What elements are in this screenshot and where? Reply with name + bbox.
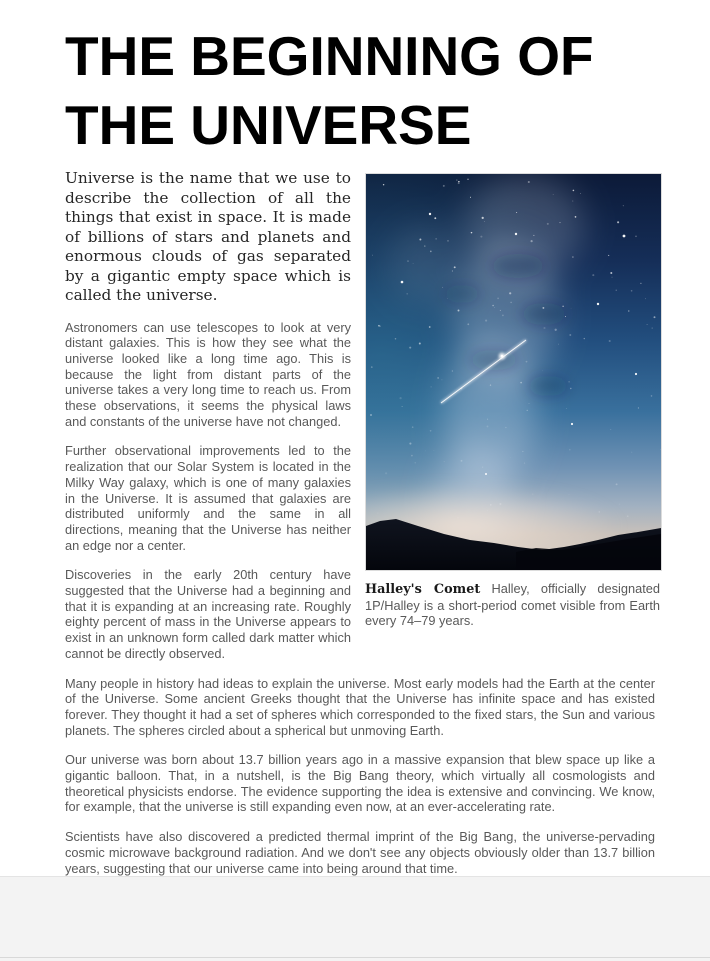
body-paragraph-2: Further observational improvements led to the realization that our Solar System is located in the Milky Way galaxy, which is one of many galaxies in the Universe. It is assumed that galaxies are distributed uniformly and the same in all directions, meaning that the Universe has neither an edge nor a center. — [65, 443, 351, 553]
figure-caption — [365, 581, 660, 629]
next-page-edge — [0, 957, 710, 958]
full-width-section — [65, 676, 655, 877]
text-column — [65, 167, 351, 676]
halleys-comet-figure — [365, 173, 660, 629]
body-paragraph-4: Many people in history had ideas to explain the universe. Most early models had the Earth at the center of the Universe. Some ancient Greeks thought that the Universe has infinite space and has existed forever. They thought it had a set of spheres which corresponded to the fixed stars, the Sun and various planets. The spheres circled about a spherical but unmoving Earth. — [65, 675, 655, 738]
body-paragraph-1: Astronomers can use telescopes to look at very distant galaxies. This is how they see what the universe looked like a long time ago. This is because the light from distant parts of the universe takes a very long time to reach us. From these observations, it seems the physical laws and constants of the universe have not changed. — [65, 319, 351, 429]
page-title: THE BEGINNING OF THE UNIVERSE — [65, 25, 594, 156]
body-paragraph-3: Discoveries in the early 20th century have suggested that the Universe had a beginning and that it is expanding at an increasing rate. Roughly eighty percent of mass in the Universe appears to exist in an unknown form called dark matter which cannot be directly observed. — [65, 567, 351, 661]
two-column-section — [65, 167, 660, 676]
caption-text: Halley, officially designated 1P/Halley is a short-period comet visible from Earth every 74–79 years. — [365, 581, 660, 629]
body-paragraph-5: Our universe was born about 13.7 billion years ago in a massive expansion that blew space up like a gigantic balloon. That, in a nutshell, is the Big Bang theory, which virtually all cosmologists and theoretical physicists endorse. The evidence supporting the idea is extensive and convincing. We know, for example, that the universe is still expanding even now, at an ever-accelerating rate. — [65, 752, 655, 815]
caption-title: Halley's Comet — [365, 582, 481, 597]
night-sky-milky-way-illustration — [366, 174, 661, 570]
body-paragraph-6: Scientists have also discovered a predicted thermal imprint of the Big Bang, the universe-pervading cosmic microwave background radiation. And we don't see any objects obviously older than 13.7 billion years, suggesting that our universe came into being around that time. — [65, 829, 655, 876]
night-sky-photo — [365, 173, 662, 571]
intro-paragraph: Universe is the name that we use to describe the collection of all the things that exist in space. It is made of billions of stars and planets and enormous clouds of gas separated by a gigantic empty space which is called the universe. — [65, 169, 351, 304]
page-gap — [0, 876, 710, 961]
